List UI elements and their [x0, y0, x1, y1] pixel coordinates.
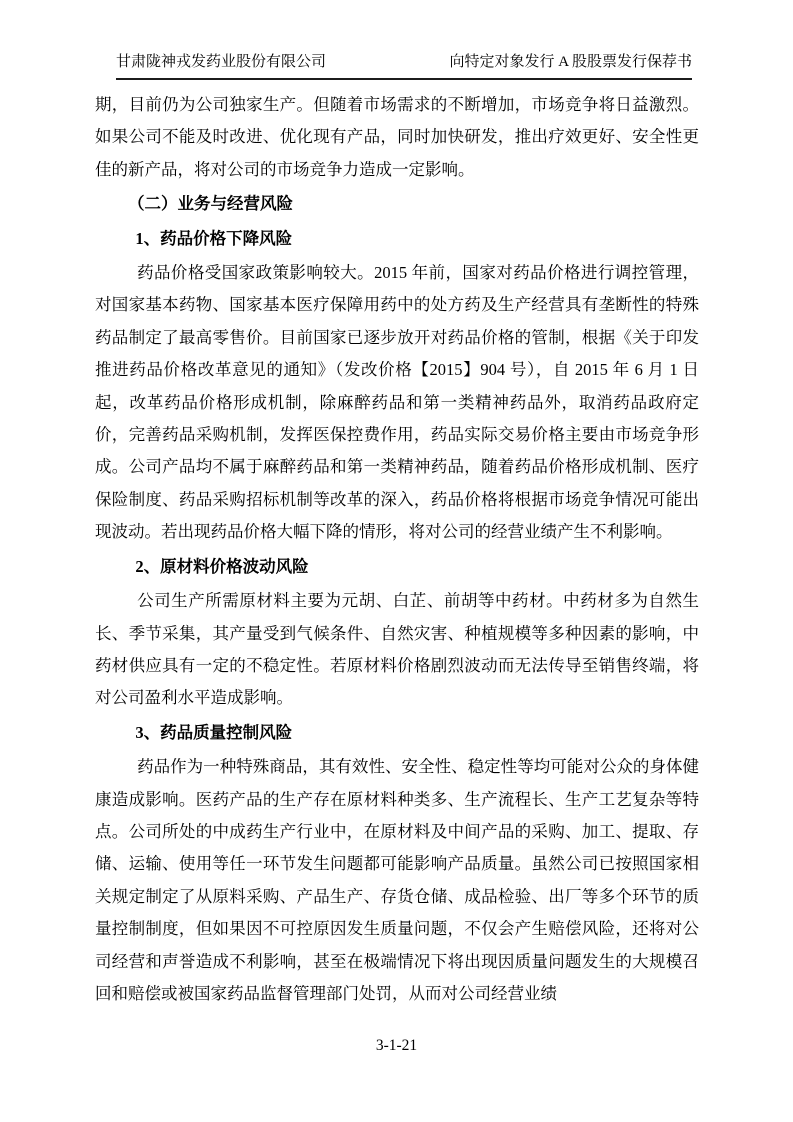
heading-drug-quality-control-risk: 3、药品质量控制风险	[135, 722, 293, 742]
paragraph-drug-price-policy: 药品价格受国家政策影响较大。2015 年前，国家对药品价格进行调控管理，对国家基本药物、国家基本医疗保障用药中的处方药及生产经营具有垄断性的特殊药品制定了最高零售价。目前国家已逐步放开对药品价格的管制，根据《关于印发推进药品价格改革意见的通知》（发改价格【2015】904 号），自 2015 年 6 月 1 日起，改革药品价格形成机制，除麻醉药品和第一类精神药品外，取消药品政府定价，完善药品采购机制，发挥医保控费作用，药品实际交易价格主要由市场竞争形成。公司产品均不属于麻醉药品和第一类精神药品，随着药品价格形成机制、医疗保险制度、药品采购招标机制等改革的深入，药品价格将根据市场竞争情况可能出现波动。若出现药品价格大幅下降的情形，将对公司的经营业绩产生不利影响。	[95, 263, 699, 542]
header-company-name: 甘肃陇神戎发药业股份有限公司	[116, 54, 327, 70]
page-footer	[0, 1036, 793, 1056]
page-number: 3-1-21	[375, 1037, 418, 1054]
heading-raw-material-price-risk: 2、原材料价格波动风险	[135, 556, 309, 576]
page-header	[116, 52, 692, 80]
header-document-title: 向特定对象发行 A 股股票发行保荐书	[449, 54, 692, 70]
heading-drug-price-decline-risk: 1、药品价格下降风险	[135, 228, 293, 248]
document-body	[95, 89, 699, 1010]
paragraph-raw-material-supply: 公司生产所需原材料主要为元胡、白芷、前胡等中药材。中药材多为自然生长、季节采集，其产量受到气候条件、自然灾害、种植规模等多种因素的影响，中药材供应具有一定的不稳定性。若原材料价格剧烈波动而无法传导至销售终端，将对公司盈利水平造成影响。	[95, 591, 699, 708]
paragraph-continued-market-competition: 期，目前仍为公司独家生产。但随着市场需求的不断增加，市场竞争将日益激烈。如果公司不能及时改进、优化现有产品，同时加快研发，推出疗效更好、安全性更佳的新产品，将对公司的市场竞争力造成一定影响。	[95, 95, 699, 179]
heading-business-operation-risk: （二）业务与经营风险	[128, 194, 293, 214]
paragraph-quality-control: 药品作为一种特殊商品，其有效性、安全性、稳定性等均可能对公众的身体健康造成影响。医药产品的生产存在原材料种类多、生产流程长、生产工艺复杂等特点。公司所处的中成药生产行业中，在原材料及中间产品的采购、加工、提取、存储、运输、使用等任一环节发生问题都可能影响产品质量。虽然公司已按照国家相关规定制定了从原料采购、产品生产、存货仓储、成品检验、出厂等多个环节的质量控制制度，但如果因不可控原因发生质量问题，不仅会产生赔偿风险，还将对公司经营和声誉造成不利影响，甚至在极端情况下将出现因质量问题发生的大规模召回和赔偿或被国家药品监督管理部门处罚，从而对公司经营业绩	[95, 757, 699, 1003]
